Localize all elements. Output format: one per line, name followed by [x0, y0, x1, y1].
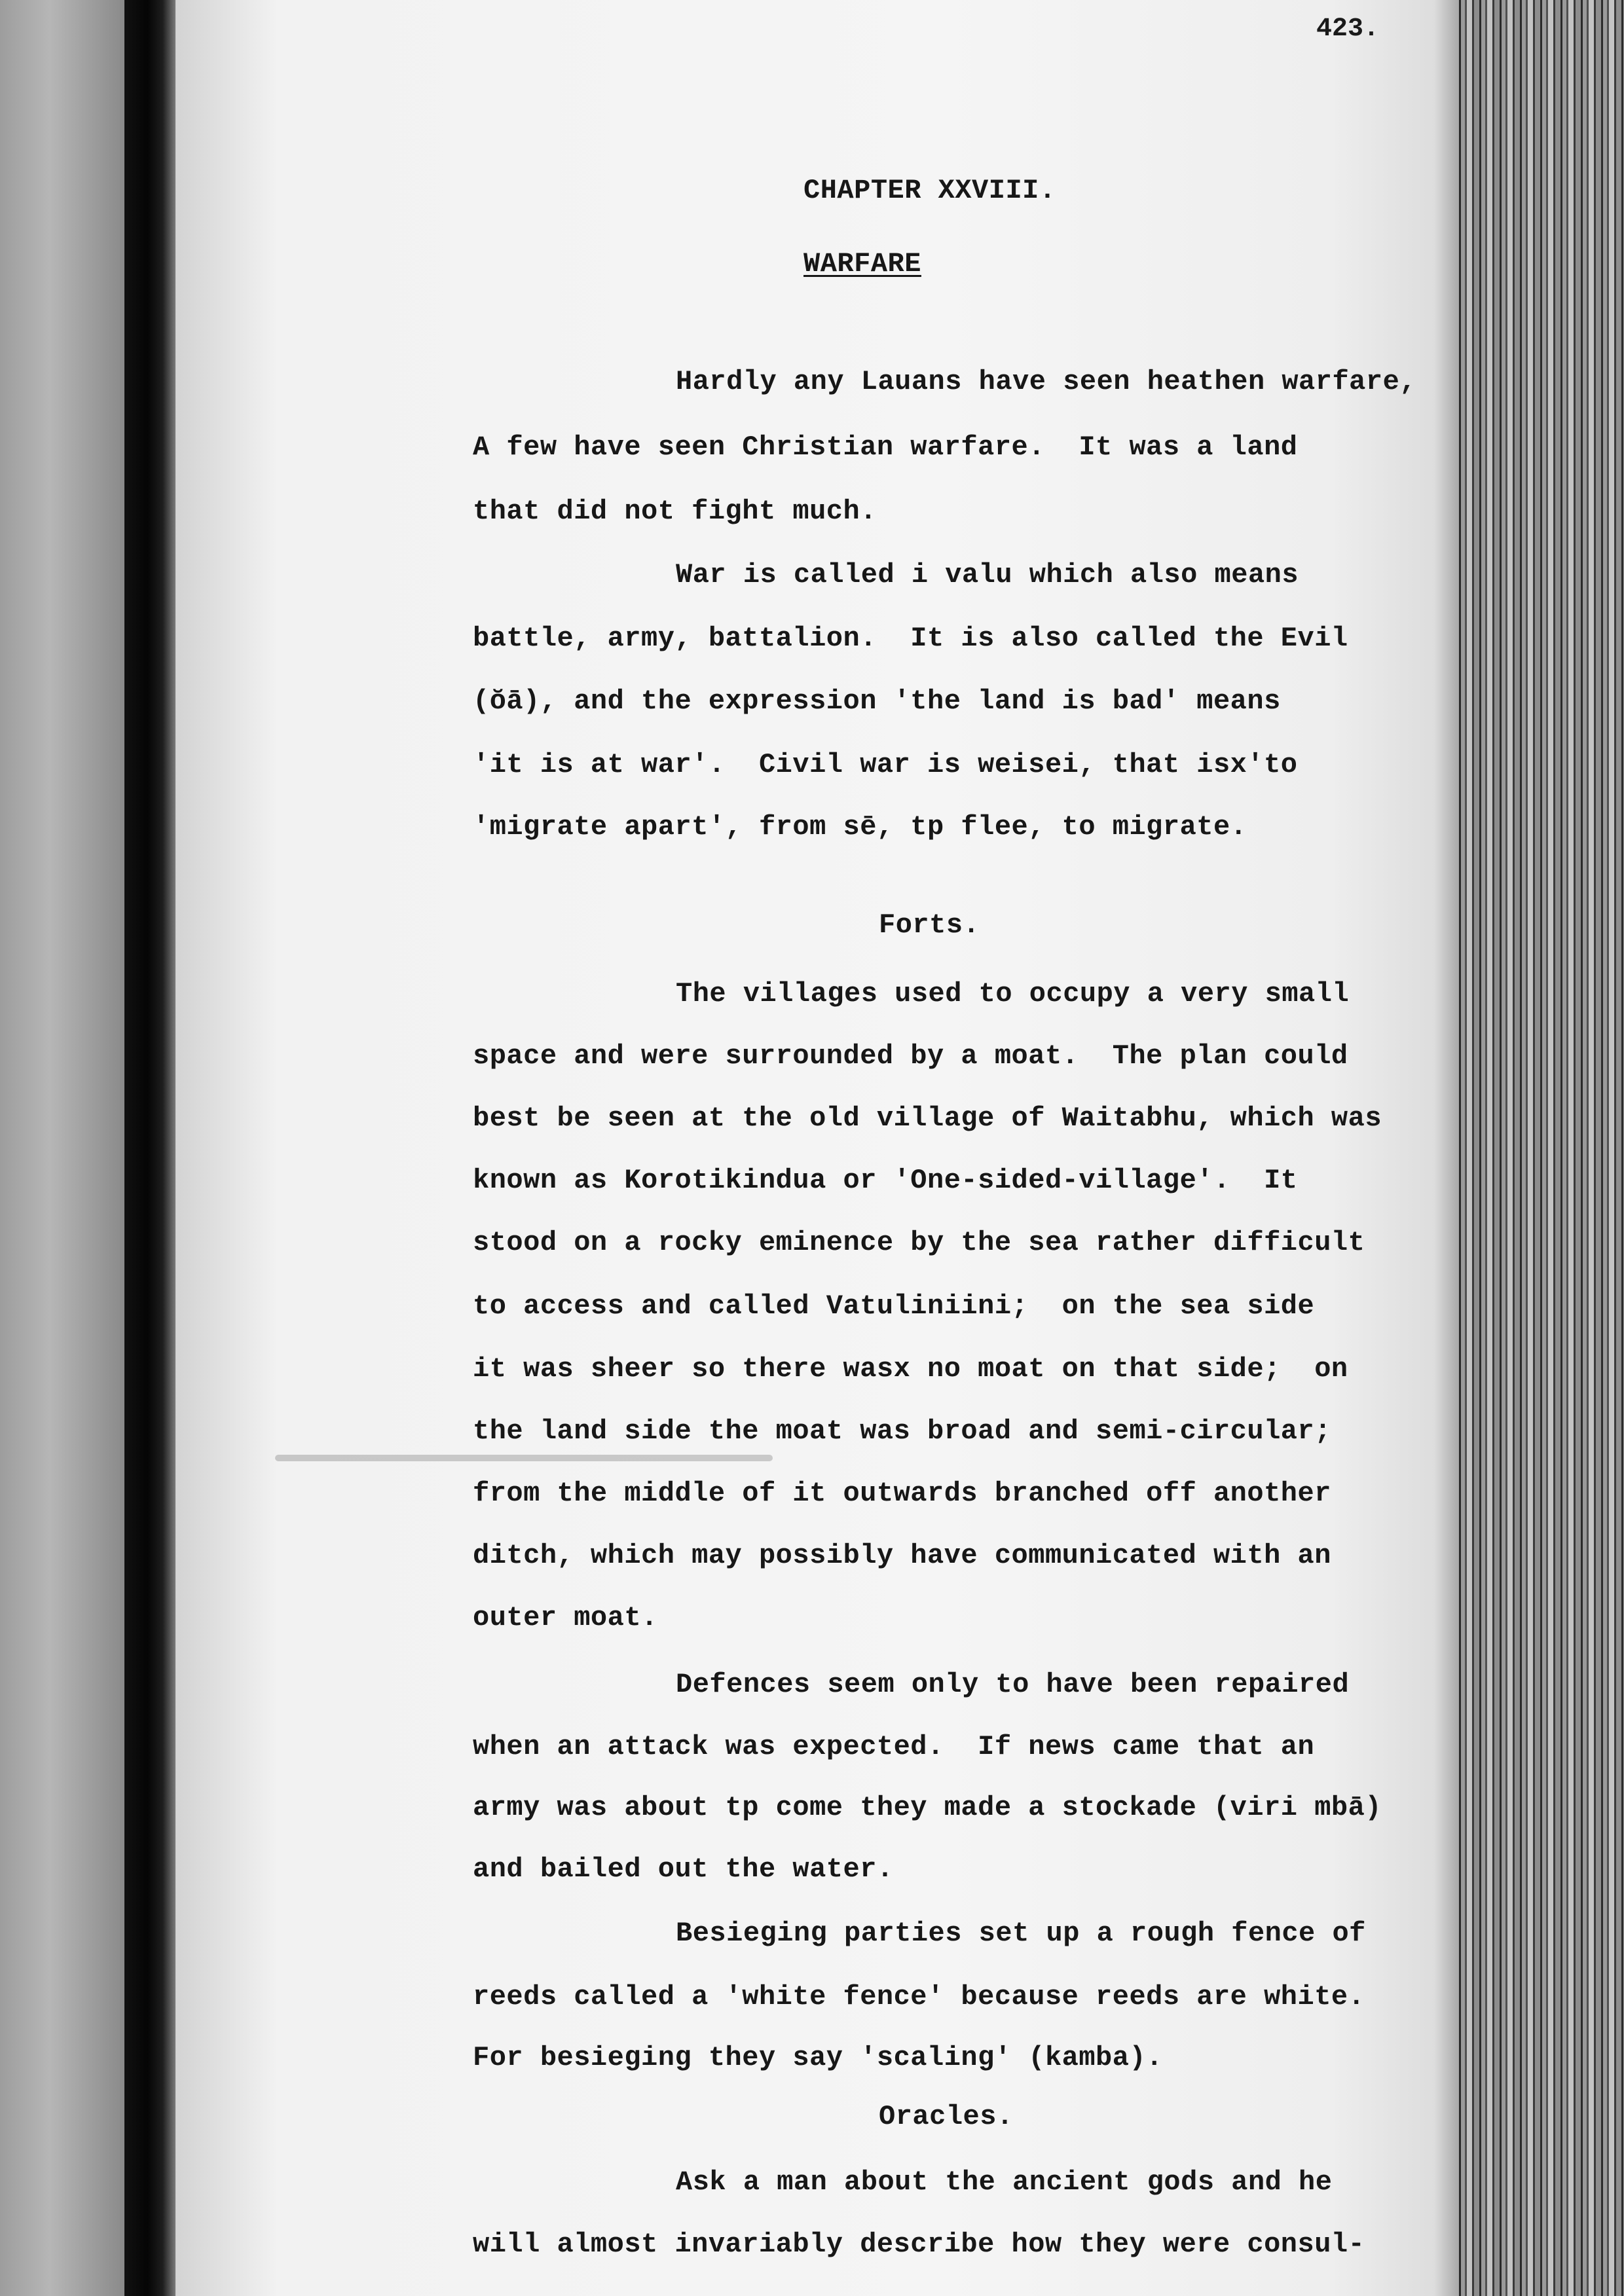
text-line: Defences seem only to have been repaired: [676, 1669, 1350, 1700]
text-line: army was about tp come they made a stockade (viri mbā): [473, 1792, 1382, 1823]
text-line: For besieging they say 'scaling' (kamba).: [473, 2042, 1163, 2073]
text-line: reeds called a 'white fence' because reeds are white.: [473, 1981, 1365, 2013]
text-line: (ŏā), and the expression 'the land is bad' means: [473, 685, 1281, 717]
book-binding: [124, 0, 175, 2296]
text-line: 'migrate apart', from sē, tp flee, to migrate.: [473, 811, 1247, 843]
page-stack-edge: [1459, 0, 1624, 2296]
text-line: War is called i valu which also means: [676, 559, 1299, 591]
text-line: the land side the moat was broad and semi-circular;: [473, 1415, 1331, 1447]
section-heading: Oracles.: [879, 2101, 1014, 2132]
text-line: 'it is at war'. Civil war is weisei, that isx'to: [473, 749, 1298, 780]
text-line: it was sheer so there wasx no moat on that side; on: [473, 1353, 1348, 1385]
chapter-title: CHAPTER XXVIII.: [803, 175, 1056, 206]
text-line: best be seen at the old village of Waitabhu, which was: [473, 1102, 1382, 1134]
text-line: will almost invariably describe how they were consul-: [473, 2229, 1365, 2260]
text-line: outer moat.: [473, 1602, 658, 1633]
text-line: A few have seen Christian warfare. It was a land: [473, 431, 1298, 463]
text-line: known as Korotikindua or 'One-sided-village'. It: [473, 1165, 1298, 1196]
text-line: ditch, which may possibly have communicated with an: [473, 1540, 1331, 1571]
text-line: when an attack was expected. If news came that an: [473, 1731, 1315, 1762]
text-line: and bailed out the water.: [473, 1853, 894, 1885]
chapter-subtitle: WARFARE: [803, 248, 921, 280]
stray-mark: [275, 1455, 773, 1461]
text-line: from the middle of it outwards branched off another: [473, 1478, 1331, 1509]
text-line: battle, army, battalion. It is also called the Evil: [473, 623, 1348, 654]
text-line: stood on a rocky eminence by the sea rather difficult: [473, 1227, 1365, 1258]
section-heading: Forts.: [879, 909, 980, 941]
text-line: space and were surrounded by a moat. The plan could: [473, 1040, 1348, 1072]
text-line: Hardly any Lauans have seen heathen warfare,: [676, 366, 1416, 397]
left-margin: [0, 0, 124, 2296]
text-line: to access and called Vatuliniini; on the sea side: [473, 1290, 1315, 1322]
text-line: The villages used to occupy a very small: [676, 978, 1350, 1010]
paper-sheet: [175, 0, 1459, 2296]
text-line: Ask a man about the ancient gods and he: [676, 2166, 1333, 2198]
page-number: 423.: [1316, 14, 1380, 44]
text-line: Besieging parties set up a rough fence of: [676, 1918, 1366, 1949]
text-line: that did not fight much.: [473, 496, 877, 527]
